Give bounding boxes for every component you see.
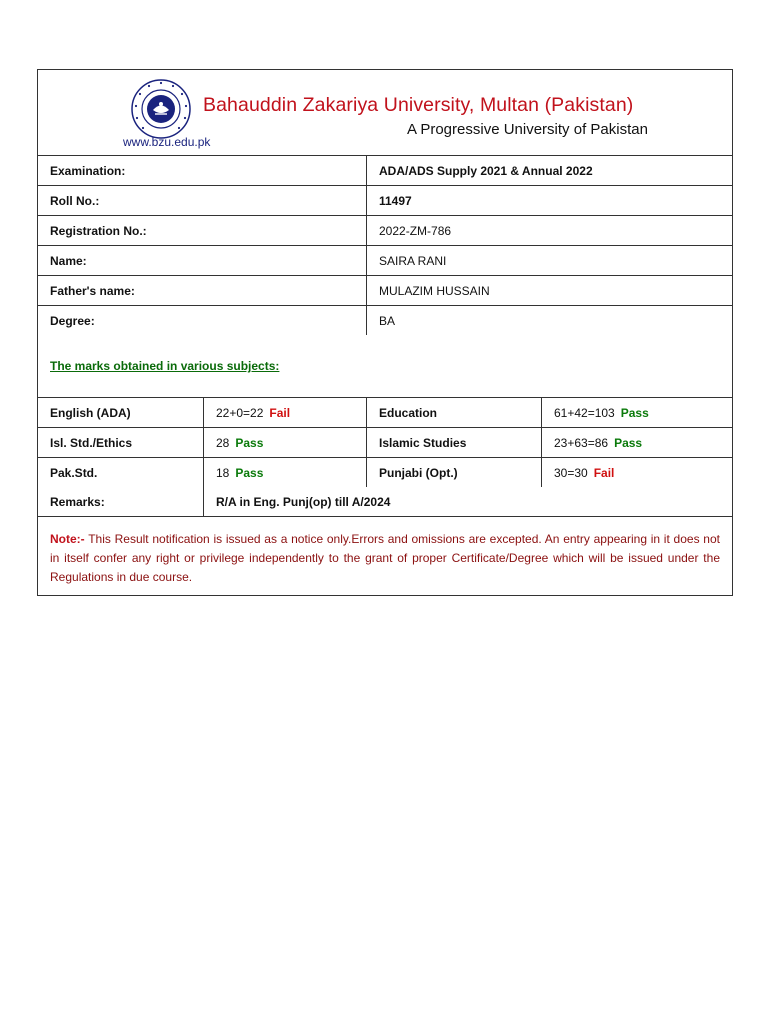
score: 30=30: [554, 465, 588, 480]
info-value: BA: [379, 313, 396, 328]
subject-name: [367, 428, 542, 457]
marks-row: [38, 458, 732, 487]
result-status: Fail: [269, 405, 291, 420]
marks-heading-row: [38, 335, 732, 398]
score: 28: [216, 435, 230, 450]
result-status: Pass: [235, 465, 264, 480]
info-value: MULAZIM HUSSAIN: [379, 283, 490, 298]
info-label: Registration No.:: [38, 216, 367, 245]
info-label: Roll No.:: [38, 186, 367, 215]
marks-row: [38, 428, 732, 458]
info-label: Degree:: [38, 306, 367, 335]
result-status: Pass: [235, 435, 264, 450]
info-value: 2022-ZM-786: [379, 223, 452, 238]
subject-name: [38, 428, 204, 457]
info-label: Name:: [38, 246, 367, 275]
subject-label: Islamic Studies: [379, 435, 467, 450]
subject-label: Pak.Std.: [50, 465, 98, 480]
info-row: [38, 216, 732, 246]
subject-score: [204, 428, 367, 457]
result-notification-sheet: [37, 69, 733, 596]
subject-name: [367, 398, 542, 427]
student-info: [38, 156, 732, 335]
note-label: Note:-: [50, 532, 85, 546]
info-row: [38, 306, 732, 335]
info-value: 11497: [379, 193, 412, 208]
subject-score: [204, 398, 367, 427]
result-status: Fail: [593, 465, 615, 480]
subject-score: [204, 458, 367, 487]
marks-heading: The marks obtained in various subjects:: [50, 359, 280, 373]
info-value: ADA/ADS Supply 2021 & Annual 2022: [379, 163, 593, 178]
info-row: [38, 246, 732, 276]
marks-table: [38, 398, 732, 487]
subject-name: [367, 458, 542, 487]
subject-score: [542, 398, 732, 427]
remarks-value: R/A in Eng. Punj(op) till A/2024: [216, 494, 391, 509]
subject-score: [542, 458, 732, 487]
subject-label: English (ADA): [50, 405, 131, 420]
note: [38, 517, 732, 595]
remarks-row: [38, 487, 732, 517]
university-name: Bahauddin Zakariya University, Multan (Pakistan): [203, 94, 634, 116]
subject-name: [38, 398, 204, 427]
info-value: SAIRA RANI: [379, 253, 447, 268]
info-row: [38, 156, 732, 186]
info-row: [38, 276, 732, 306]
score: 61+42=103: [554, 405, 615, 420]
subject-label: Punjabi (Opt.): [379, 465, 458, 480]
university-website-link[interactable]: www.bzu.edu.pk: [123, 135, 211, 149]
info-row: [38, 186, 732, 216]
bzu-seal-icon: [130, 78, 192, 140]
subject-label: Education: [379, 405, 438, 420]
score: 18: [216, 465, 230, 480]
info-label: Examination:: [38, 156, 367, 185]
result-status: Pass: [620, 405, 649, 420]
score: 22+0=22: [216, 405, 264, 420]
result-status: Pass: [614, 435, 643, 450]
note-text: This Result notification is issued as a notice only.Errors and omissions are excepted. An entry appearing in it does not in itself confer any right or privilege independently to the grant of proper Certificate/Degree which will be issued under the Regulations in due course.: [50, 532, 720, 584]
university-tagline: A Progressive University of Pakistan: [407, 121, 648, 138]
subject-name: [38, 458, 204, 487]
note-row: [38, 517, 732, 595]
info-label: Father's name:: [38, 276, 367, 305]
score: 23+63=86: [554, 435, 609, 450]
subject-score: [542, 428, 732, 457]
remarks-label: Remarks:: [38, 487, 204, 516]
header: [38, 70, 732, 156]
marks-row: [38, 398, 732, 428]
subject-label: Isl. Std./Ethics: [50, 435, 133, 450]
